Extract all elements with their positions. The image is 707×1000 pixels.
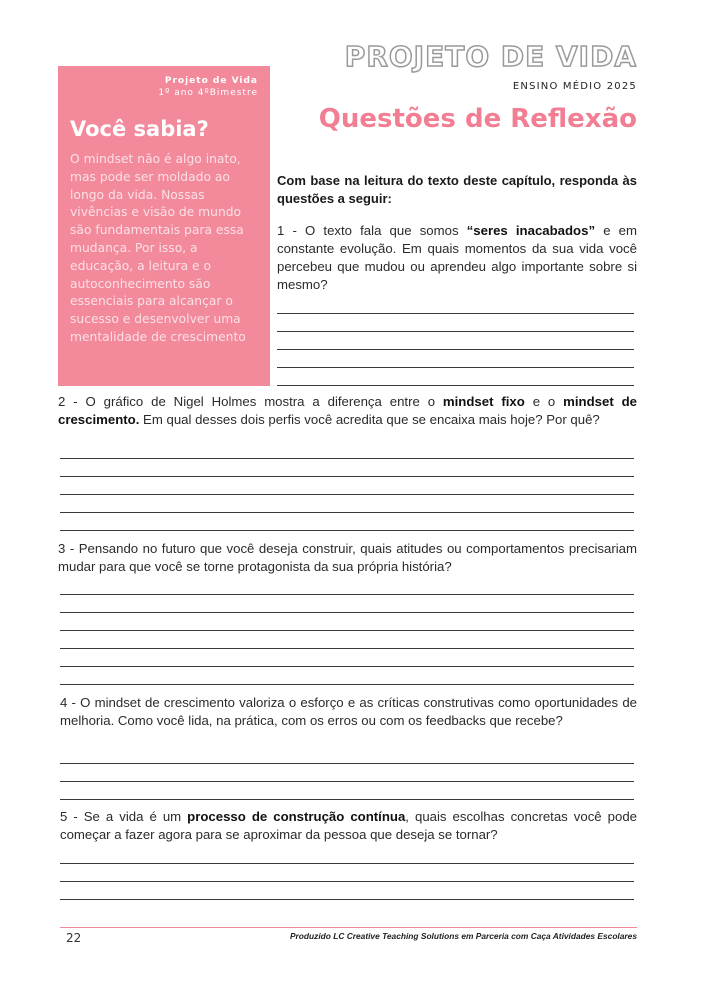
answer-line[interactable] <box>60 846 634 864</box>
answer-line[interactable] <box>277 314 634 332</box>
answer-line[interactable] <box>60 649 634 667</box>
question-3 <box>58 540 637 576</box>
question-emphasis: mindset fixo <box>442 394 525 409</box>
answer-lines-2[interactable] <box>60 441 634 531</box>
question-text: 3 - Pensando no futuro que você deseja construir, quais atitudes ou comportamentos precisariam mudar para que você se torne protagonista da sua própria história? <box>58 541 637 574</box>
question-text: 4 - O mindset de crescimento valoriza o esforço e as críticas construtivas como oportunidades de melhoria. Como você lida, na prática, com os erros ou com os feedbacks que recebe? <box>60 695 637 728</box>
question-text: 1 - O texto fala que somos <box>277 223 467 238</box>
answer-line[interactable] <box>60 667 634 685</box>
answer-line[interactable] <box>277 332 634 350</box>
question-5 <box>60 808 637 844</box>
question-4 <box>60 694 637 730</box>
question-emphasis: “seres inacabados” <box>466 223 596 238</box>
answer-line[interactable] <box>60 746 634 764</box>
question-text: , quais escolhas concretas você pode começar a fazer agora para se aproximar da pessoa que deseja se tornar? <box>60 809 637 842</box>
question-emphasis: mindset de crescimento. <box>58 394 638 427</box>
page-number: 22 <box>66 931 82 945</box>
answer-lines-3[interactable] <box>60 577 634 685</box>
answer-line[interactable] <box>277 350 634 368</box>
did-you-know-heading: Você sabia? <box>70 117 209 141</box>
question-text: e o <box>524 394 564 409</box>
answer-line[interactable] <box>277 296 634 314</box>
brand-title: Projeto de Vida <box>164 76 258 86</box>
question-2 <box>58 393 637 429</box>
answer-line[interactable] <box>60 513 634 531</box>
question-text: e em constante evolução. Em quais momentos da sua vida você percebeu que mudou ou aprendeu algo importante sobre si mesmo? <box>277 223 637 292</box>
answer-lines-4[interactable] <box>60 746 634 800</box>
header-title: PROJETO DE VIDA <box>344 40 637 73</box>
answer-lines-1[interactable] <box>277 296 634 386</box>
did-you-know-box <box>58 66 270 386</box>
question-1 <box>277 222 637 294</box>
answer-lines-5[interactable] <box>60 846 634 900</box>
did-you-know-text: O mindset não é algo inato, mas pode ser moldado ao longo da vida. Nossas vivências e visão de mundo são fundamentais para essa mudança. Por isso, a educação, a leitura e o autoconhecimento são essenciais para alcançar o sucesso e desenvolver uma mentalidade de crescimento <box>70 152 246 344</box>
answer-line[interactable] <box>60 477 634 495</box>
question-text: 5 - Se a vida é um <box>60 809 188 824</box>
answer-line[interactable] <box>277 368 634 386</box>
answer-line[interactable] <box>60 882 634 900</box>
section-intro: Com base na leitura do texto deste capítulo, responda às questões a seguir: <box>277 173 637 206</box>
answer-line[interactable] <box>60 864 634 882</box>
answer-line[interactable] <box>60 441 634 459</box>
brand-subtitle: 1º ano 4ºBimestre <box>158 88 258 98</box>
section-title: Questões de Reflexão <box>318 104 637 134</box>
answer-line[interactable] <box>60 631 634 649</box>
question-text: Em qual desses dois perfis você acredita que se encaixa mais hoje? Por quê? <box>139 412 600 427</box>
brand-block <box>70 75 258 99</box>
question-emphasis: processo de construção contínua <box>187 809 406 824</box>
header-subtitle: ENSINO MÉDIO 2025 <box>512 81 637 92</box>
answer-line[interactable] <box>60 613 634 631</box>
answer-line[interactable] <box>60 577 634 595</box>
answer-line[interactable] <box>60 764 634 782</box>
answer-line[interactable] <box>60 459 634 477</box>
answer-line[interactable] <box>60 495 634 513</box>
question-text: 2 - O gráfico de Nigel Holmes mostra a diferença entre o <box>58 394 443 409</box>
footer-credit: Produzido LC Creative Teaching Solutions em Parceria com Caça Atividades Escolares <box>289 931 637 941</box>
footer-divider <box>60 927 637 928</box>
answer-line[interactable] <box>60 595 634 613</box>
answer-line[interactable] <box>60 782 634 800</box>
